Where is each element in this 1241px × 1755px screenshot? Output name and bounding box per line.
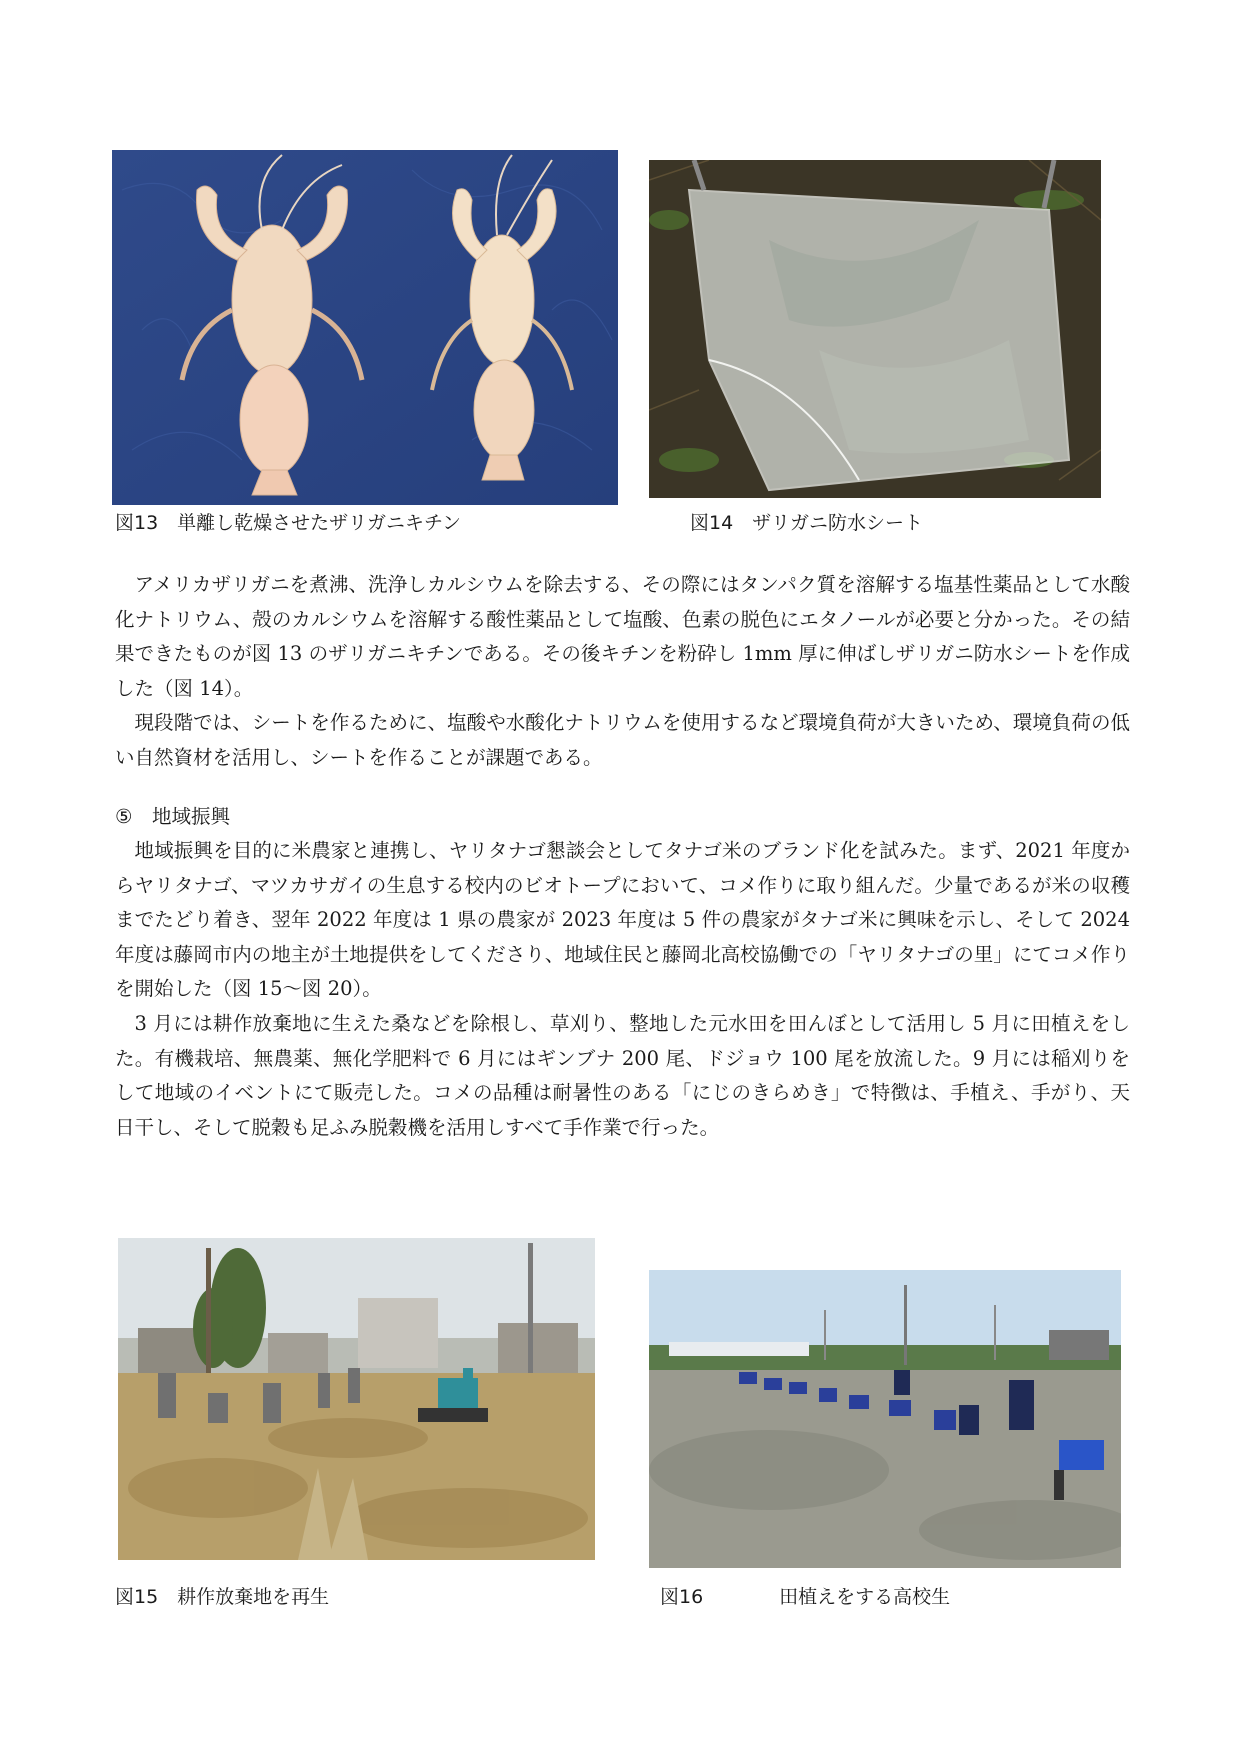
figure-13-caption: 図13 単離し乾燥させたザリガニキチン	[115, 512, 462, 534]
paragraph: 地域振興を目的に米農家と連携し、ヤリタナゴ懇談会としてタナゴ米のブランド化を試みた。まず、2021 年度からヤリタナゴ、マツカサガイの生息する校内のビオトープにおいて、コメ作りに取り組んだ。少量であるが米の収穫までたどり着き、翌年 2022 年度は 1 県の農家が 2023 年度は 5 件の農家がタナゴ米に興味を示し、そして 2024 年度は藤岡市内の地主が土地提供をしてくださり、地域住民と藤岡北高校協働での「ヤリタナゴの里」にてコメ作りを開始した（図 15～図 20）。	[115, 839, 1130, 1001]
regional-section-text	[115, 834, 1130, 1145]
figure-14-photo	[649, 160, 1101, 498]
figure-16-caption: 図16 田植えをする高校生	[660, 1586, 951, 1608]
figure-15-caption: 図15 耕作放棄地を再生	[115, 1586, 330, 1608]
figure-14-caption: 図14 ザリガニ防水シート	[690, 512, 923, 534]
chitin-section-text	[115, 568, 1130, 776]
paragraph: アメリカザリガニを煮沸、洗浄しカルシウムを除去する、その際にはタンパク質を溶解する塩基性薬品として水酸化ナトリウム、殻のカルシウムを溶解する酸性薬品として塩酸、色素の脱色にエタノールが必要と分かった。その結果できたものが図 13 のザリガニキチンである。その後キチンを粉砕し 1mm 厚に伸ばしザリガニ防水シートを作成した（図 14）。	[115, 573, 1130, 700]
figure-13-photo	[112, 150, 618, 505]
figure-15-photo	[118, 1238, 595, 1560]
figure-16-photo	[649, 1270, 1121, 1568]
section-heading: ⑤ 地域振興	[115, 805, 230, 828]
paragraph: 3 月には耕作放棄地に生えた桑などを除根し、草刈り、整地した元水田を田んぼとして活用し 5 月に田植えをした。有機栽培、無農薬、無化学肥料で 6 月にはギンブナ 200 尾、ドジョウ 100 尾を放流した。9 月には稲刈りをして地域のイベントにて販売した。コメの品種は耐暑性のある「にじのきらめき」で特徴は、手植え、手がり、天日干し、そして脱穀も足ふみ脱穀機を活用しすべて手作業で行った。	[115, 1011, 1130, 1139]
paragraph: 現段階では、シートを作るために、塩酸や水酸化ナトリウムを使用するなど環境負荷が大きいため、環境負荷の低い自然資材を活用し、シートを作ることが課題である。	[115, 711, 1130, 769]
